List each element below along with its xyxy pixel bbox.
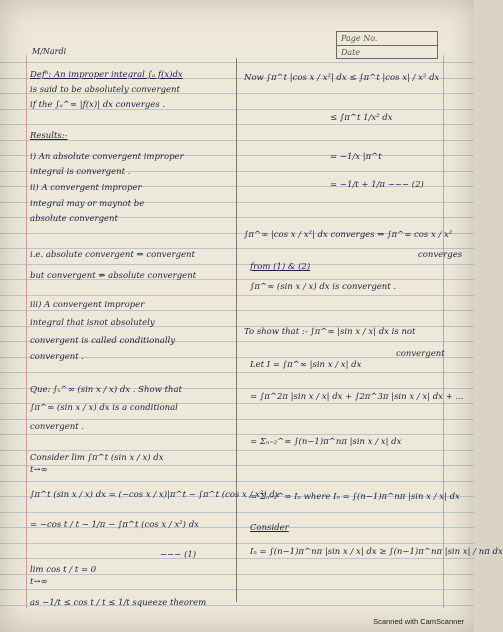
left-line: convergent . [30,422,85,432]
left-line: lim cos t / t = 0 [30,565,97,575]
left-line: but convergent ⇏ absolute convergent [30,271,197,281]
left-line: ∫π^∞ (sin x / x) dx is a conditional [30,403,178,413]
left-line: convergent . [30,352,85,362]
column-divider [236,58,237,602]
left-line: ii) A convergent improper [30,183,142,193]
page-number-box [336,31,438,59]
left-line: = −cos t / t − 1/π − ∫π^t (cos x / x²) dx [30,520,199,530]
page-no-label: Page No. [337,32,437,46]
right-line: To show that :- ∫π^∞ |sin x / x| dx is not [244,327,416,337]
left-line: iii) A convergent improper [30,300,145,310]
left-line: is said to be absolutely convergent [30,85,180,95]
left-line: i.e. absolute convergent ⇒ convergent [30,250,195,260]
right-line: converges [418,250,463,260]
right-line: = ∫π^2π |sin x / x| dx + ∫2π^3π |sin x / x| dx + ... [250,392,464,402]
right-line: Iₙ = ∫(n−1)π^nπ |sin x / x| dx ≥ ∫(n−1)π^nπ |sin x| / nπ dx [250,547,503,557]
date-label: Date [341,48,361,57]
left-line: integral is convergent . [30,167,131,177]
left-line: Consider lim ∫π^t (sin x / x) dx [30,453,164,463]
left-line: ∫π^t (sin x / x) dx = (−cos x / x)|π^t − ∫π^t (cos x / x²) dx [30,490,280,500]
right-line: ≤ ∫π^t 1/x² dx [330,113,393,123]
right-line: ∫π^∞ (sin x / x) dx is convergent . [250,282,397,292]
right-line: ∫π^∞ |cos x / x²| dx converges ⇒ ∫π^∞ cos x / x² [244,230,453,240]
left-line: i) An absolute convergent improper [30,152,184,162]
left-line: Defⁿ: An improper integral ∫ₐ f(x)dx [30,70,183,80]
scanner-watermark: Scanned with CamScanner [373,617,464,626]
left-line: Que: ∫ₓ^∞ (sin x / x) dx . Show that [30,385,182,395]
right-line: convergent [396,349,445,359]
left-line: if the ∫ₐ^∞ |f(x)| dx converges . [30,100,166,110]
right-line: Consider [250,523,289,533]
left-line: integral may or maynot be [30,199,145,209]
right-line: from (1) & (2) [250,262,311,272]
left-line: integral that isnot absolutely [30,318,155,328]
right-line: = −1/t + 1/π −−− (2) [330,180,424,190]
right-line: Let I = ∫π^∞ |sin x / x| dx [250,360,362,370]
left-line: as −1/t ≤ cos t / t ≤ 1/t squeeze theorem [30,598,207,608]
right-line: Now ∫π^t |cos x / x²| dx ≤ ∫π^t |cos x| / x² dx [244,73,440,83]
left-line: t→∞ [30,577,48,587]
left-margin-line [26,55,27,608]
right-line: = Σₙ₌₂^∞ ∫(n−1)π^nπ |sin x / x| dx [250,437,402,447]
author-name: M/Nardi [32,47,67,56]
left-line: Results:- [30,131,68,141]
left-line: absolute convergent [30,214,118,224]
left-line: −−− (1) [160,550,197,560]
right-line: = −1/x |π^t [330,152,382,162]
right-margin-line [443,55,444,608]
left-line: t→∞ [30,465,48,475]
right-line: = Σₙ₌₂^∞ Iₙ where Iₙ = ∫(n−1)π^nπ |sin x / x| dx [250,492,460,502]
left-line: convergent is called conditionally [30,336,176,346]
